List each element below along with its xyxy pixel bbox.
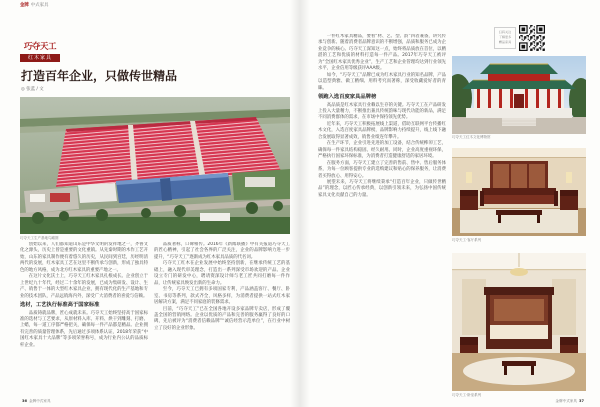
- paragraph: 在生产环节，企业引进先进的加工设备，结合传统榫卯工艺，确保每一件家具结构稳固、经久耐用。同时，企业高度重视环保，严格执行国家环保标准，为消费者打造健康舒适的家居环境。: [318, 141, 446, 160]
- qr-prompt-line: 了解更多: [498, 35, 512, 39]
- qr-code-icon: [519, 25, 545, 51]
- paragraph: 至今，巧夺天工已拥有多项国家专利，产品涵盖客厅、餐厅、卧室、书房等系列，款式齐全，风格多样，为消费者提供一站式红木家居解决方案，满足不同家庭的装修需求。: [154, 287, 290, 306]
- paragraph: 近年来，巧夺天工积极拓展线上渠道，借助互联网平台传播红木文化，入选百度家具品牌榜，品牌影响力持续提升，线上线下融合发展取得显著成效，销售业绩连年攀升。: [318, 121, 446, 140]
- museum-photo-frame: [452, 56, 586, 134]
- living-room-photo-frame: [452, 148, 586, 236]
- bedroom-photo: [452, 253, 586, 391]
- photo-caption: 巧夺天工·卧室系列: [452, 393, 482, 397]
- page-number: 36: [22, 399, 28, 403]
- paragraph: 如今，“巧夺天工”品牌已成为红木家具行业的知名品牌，产品以造型典雅、做工精细、用料考究而著称，深受收藏爱好者的青睐。: [318, 72, 446, 91]
- text-column-3: [318, 34, 446, 395]
- paragraph: 展望未来，巧夺天工将继续秉承“打造百年企业，只做传世精品”的理念，以匠心传承经典，以创新引领未来，为弘扬中国传统家具文化贡献自己的力量。: [318, 180, 446, 198]
- paragraph: 一件红木家具精品，要看“材、艺、型、韵”四者兼备，讲究传承与创新。随着消费者品牌意识的不断增强，品质和服务已成为企业竞争的核心。巧夺天工深知这一点，始终将品质放在首位，以精湛的工艺和优质的材料打造每一件产品。2017年巧夺天工被评为“全国红木家具优秀企业”，生产工艺和企业管理均达到行业领先水平，企业信用等级获评AAA级。: [318, 34, 446, 72]
- section-heading: 选材，工艺执行标准高于国家标准: [20, 302, 100, 309]
- page-number: 37: [578, 399, 584, 403]
- qr-code: [519, 25, 545, 51]
- living-room-photo: [452, 148, 586, 236]
- paragraph: 高品质是红木家具行业赖以生存的关键。巧夺天工在产品研发上投入大量精力，不断推出兼具传统韵味与现代功能的新品，满足不同消费群体的需求，在市场中保持领先优势。: [318, 102, 446, 121]
- section-heading: 领跑入选百度家具品牌榜: [318, 94, 377, 101]
- paragraph: 创始以来，人们都知道山东是中华文明的发祥地之一，齐鲁文化之源头，历史上曾是重要的文化重镇。从先秦时期的木作工艺开始，山东的家具制作便有着悠久的历史，从民间到宫廷，历经明清两代的发展，红木家具工艺在这里不断传承与创新，形成了独具特色的地方风格，成为北方红木家具的重要产地之一。: [20, 242, 148, 273]
- paragraph: 目前，“巧夺天工”已在全国各地开设多家品牌专卖店，形成了覆盖全国的营销网络。企业以优质的产品和完善的服务赢得了良好的口碑，先后被评为“消费者信赖品牌”“诚信经营示范单位”，在行业中树立了良好的企业形象。: [154, 306, 290, 331]
- qr-prompt-line: 扫码关注: [498, 30, 512, 34]
- bedroom-photo-frame: [452, 253, 586, 391]
- qr-prompt-line: 精品家具: [498, 40, 512, 44]
- left-footer: [20, 399, 51, 404]
- paragraph: 巧夺天工红木在企业发展中始终坚持创新，在继承传统工艺的基础上，融入现代审美理念，打造出一系列深受市场欢迎的产品。企业设立专门的研发中心，聘请资深设计师与老工匠共同打磨每一件作品，让传统家具焕发出新的生命力。: [154, 261, 290, 286]
- factory-photo-frame: [20, 97, 290, 234]
- photo-caption: 巧夺天工生产基地鸟瞰图: [20, 236, 59, 240]
- byline: ◎ 张蓝 / 文: [21, 87, 44, 92]
- footer-publication: 金牌中式家具: [29, 399, 51, 403]
- paragraph: 品质铸就品牌，匠心成就未来。巧夺天工始终坚持高于国家标准的选材与工艺要求，从原材料入库、开料、烘干到雕刻、打磨、上蜡，每一道工序都严格把关，确保每一件产品都是精品。企业拥有完善的质量管理体系，先后通过多项体系认证，2018年荣获“中国红木家具十大品牌”等多项荣誉称号，成为行业内公认的品质标杆企业。: [20, 310, 148, 348]
- header-brand: 金牌: [20, 3, 29, 8]
- text-column-2: [154, 242, 290, 395]
- photo-caption: 巧夺天工红木文化博物馆: [452, 135, 491, 139]
- text-column-1: [20, 242, 148, 395]
- paragraph: 在这片文化沃土上，巧夺天工红木家具扎根成长。企业创立于上世纪九十年代，经过二十余年的发展，已成为集研发、设计、生产、销售于一体的大型红木家具企业，拥有现代化的生产基地和专业的技术团队，产品远销海内外，深受广大消费者的喜爱与信赖。: [20, 274, 148, 299]
- photo-caption: 巧夺天工·客厅系列: [452, 238, 482, 242]
- company-logo: [20, 38, 60, 63]
- paragraph: 在服务方面，巧夺天工建立了完善的售前、售中、售后服务体系，为每一位顾客提供专业的选购建议和贴心的保养服务，让消费者买得放心、用得安心。: [318, 160, 446, 179]
- museum-photo: [452, 56, 586, 134]
- header-section: 中式家具: [30, 3, 49, 8]
- paragraph: 品质著称，口碑相传。2016年《新闻联播》中有关报道巧夺天工的匠心精神，引起了社会各界的广泛关注，企业的品牌影响力进一步提升，“巧夺天工”逐渐成为红木家具品质的代名词。: [154, 242, 290, 260]
- qr-prompt: [494, 27, 516, 49]
- logo-seal-text: 巧夺天工: [23, 41, 57, 51]
- article-title: 打造百年企业，只做传世精品: [21, 69, 178, 83]
- footer-publication: 金牌中式家具: [555, 399, 577, 403]
- logo-band-text: 红木家具: [20, 54, 60, 62]
- factory-aerial-photo: [20, 97, 290, 234]
- running-header: [20, 3, 48, 9]
- right-footer: [555, 399, 586, 404]
- right-page: [300, 0, 600, 407]
